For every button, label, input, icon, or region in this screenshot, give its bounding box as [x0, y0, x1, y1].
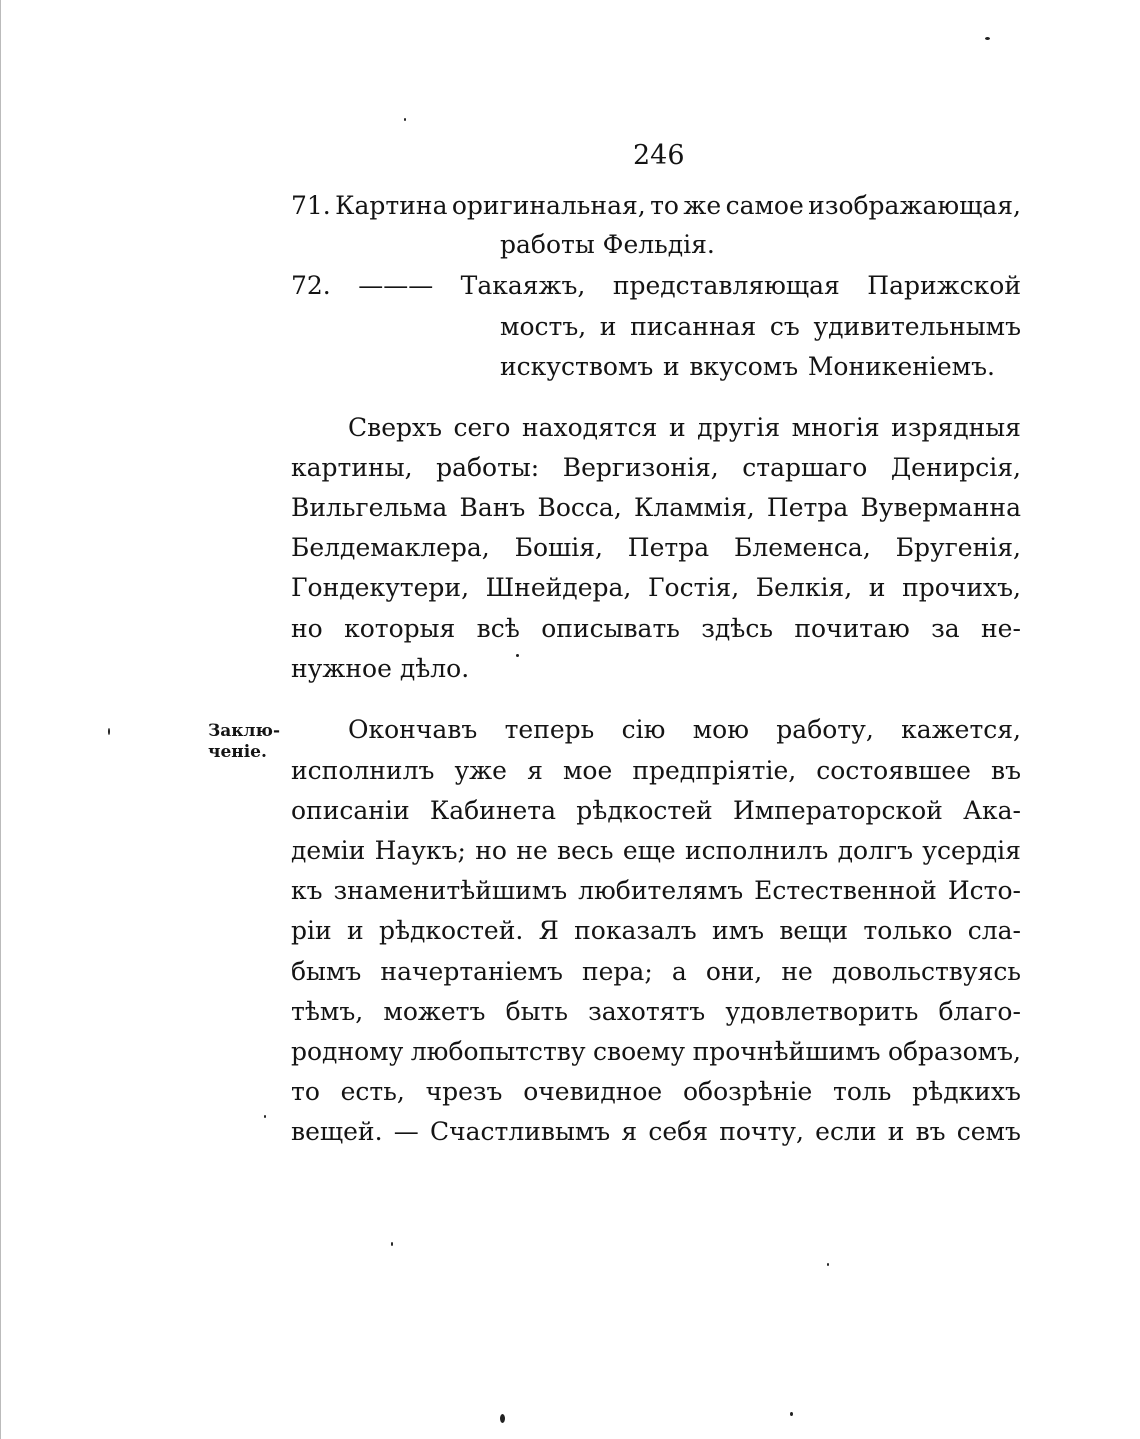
para1-line-4	[291, 533, 1021, 563]
para1-line-1	[348, 413, 1021, 443]
word: довольствуясь	[831, 957, 1021, 986]
word: прочихъ,	[902, 573, 1021, 602]
word: самое	[725, 191, 804, 220]
word: состоявшее	[816, 756, 971, 785]
word: Петра	[766, 493, 849, 522]
word: мое	[562, 756, 613, 785]
word: не	[781, 957, 813, 986]
word: и	[599, 312, 617, 341]
word: Ака-	[963, 796, 1021, 825]
word: которыя	[344, 614, 456, 643]
word: Картина	[335, 191, 448, 220]
word: въ	[915, 1117, 946, 1146]
word: Гондекутери,	[291, 573, 470, 602]
word: многія	[791, 413, 880, 442]
word: удовлетворить	[725, 997, 919, 1026]
word: исполнилъ	[684, 836, 829, 865]
word: Счастливымъ	[429, 1117, 611, 1146]
word: вкусомъ	[689, 352, 799, 381]
word: Сверхъ	[348, 413, 443, 442]
word: Гостія,	[647, 573, 740, 602]
para2-line-7	[291, 957, 1021, 987]
word: и	[868, 573, 886, 602]
word: сла-	[967, 916, 1021, 945]
para1-line-2	[291, 453, 1021, 483]
word: если	[815, 1117, 877, 1146]
word: я	[527, 756, 543, 785]
scan-speck	[516, 654, 519, 657]
word: Я	[538, 916, 559, 945]
word: —	[393, 1117, 419, 1146]
word: изображающая,	[808, 191, 1021, 220]
word: Императорской	[732, 796, 943, 825]
word: искуствомъ	[500, 352, 654, 381]
word: Ванъ	[459, 493, 526, 522]
word: бымъ	[291, 957, 362, 986]
word: семъ	[956, 1117, 1021, 1146]
word: Моникеніемъ.	[807, 352, 995, 381]
word: Парижской	[867, 271, 1021, 300]
word: но	[475, 836, 507, 865]
word: и	[346, 916, 364, 945]
word: же	[683, 191, 722, 220]
para2-line-10	[291, 1077, 1021, 1107]
word: исполнилъ	[291, 756, 435, 785]
word: вещи	[779, 916, 849, 945]
word: и	[887, 1117, 905, 1146]
word: пера;	[581, 957, 653, 986]
scan-speck	[391, 1242, 393, 1246]
word: рѣдкостей	[576, 796, 713, 825]
word: Окончавъ	[348, 715, 478, 744]
scan-speck	[264, 1115, 266, 1118]
para1-line-3	[291, 493, 1021, 523]
word: оригинальная,	[451, 191, 646, 220]
word: удивительнымъ	[813, 312, 1021, 341]
item-71-line-2: работы Фельдія.	[500, 230, 715, 259]
word: тѣмъ,	[291, 997, 364, 1026]
para2-line-8	[291, 997, 1021, 1027]
word: прочнѣйшимъ	[692, 1037, 881, 1066]
word: есть,	[340, 1077, 405, 1106]
word: писанная	[630, 312, 757, 341]
word: показалъ	[574, 916, 697, 945]
word: работу,	[776, 715, 874, 744]
word: описаніи	[291, 796, 410, 825]
para2-line-1	[348, 715, 1021, 745]
word: почту,	[719, 1117, 804, 1146]
word: и	[668, 413, 686, 442]
word: Бругенія,	[895, 533, 1021, 562]
word: родному	[291, 1037, 404, 1066]
word: находятся	[521, 413, 658, 442]
word: то	[291, 1077, 320, 1106]
word: Шнейдера,	[485, 573, 632, 602]
word: чрезъ	[425, 1077, 503, 1106]
word: долгъ	[837, 836, 913, 865]
word: Вуверманна	[860, 493, 1021, 522]
word: Бошія,	[514, 533, 603, 562]
word: здѣсь	[701, 614, 773, 643]
word: и	[662, 352, 680, 381]
para2-line-6	[291, 916, 1021, 946]
word: образомъ,	[887, 1037, 1021, 1066]
word: почитаю	[794, 614, 910, 643]
word: въ	[991, 756, 1021, 785]
word: начертаніемъ	[380, 957, 563, 986]
word: Исто-	[947, 876, 1021, 905]
word: можетъ	[383, 997, 486, 1026]
word: то	[650, 191, 679, 220]
word: Блеменса,	[733, 533, 871, 562]
word: за	[931, 614, 960, 643]
word: описывать	[541, 614, 680, 643]
word: представляющая	[612, 271, 840, 300]
para1-line-5	[291, 573, 1021, 603]
word: кажется,	[901, 715, 1021, 744]
para2-line-4	[291, 836, 1021, 866]
word: весь	[557, 836, 614, 865]
word: мою	[692, 715, 749, 744]
scan-speck	[790, 1412, 793, 1416]
word: старшаго	[742, 453, 868, 482]
word: съ	[769, 312, 800, 341]
page-number: 246	[633, 140, 685, 171]
scan-speck	[827, 1263, 829, 1266]
word: а	[671, 957, 687, 986]
para1-line-6	[291, 614, 1021, 644]
para2-line-2	[291, 756, 1021, 786]
word: Наукъ;	[374, 836, 466, 865]
word: деміи	[291, 836, 366, 865]
word: благо-	[938, 997, 1021, 1026]
word: обозрѣніе	[682, 1077, 813, 1106]
word: своему	[593, 1037, 686, 1066]
item-72-line-2	[500, 312, 1021, 342]
word: я	[621, 1117, 638, 1146]
scan-speck	[108, 728, 110, 735]
word: они,	[705, 957, 763, 986]
word: предпріятіе,	[632, 756, 797, 785]
word: рѣдкихъ	[912, 1077, 1021, 1106]
margin-note-line-1: Заклю-	[208, 721, 281, 741]
para2-line-5	[291, 876, 1021, 906]
item-71-line-1	[291, 191, 1021, 221]
word: только	[863, 916, 953, 945]
word: Белдемаклера,	[291, 533, 490, 562]
word: изрядныя	[891, 413, 1021, 442]
word: Естественной	[754, 876, 937, 905]
word: къ	[291, 876, 323, 905]
word: очевидное	[523, 1077, 663, 1106]
scan-speck	[500, 1414, 505, 1423]
word: Петра	[627, 533, 710, 562]
word: другія	[697, 413, 781, 442]
word: Кабинета	[429, 796, 557, 825]
para1-line-7: нужное дѣло.	[291, 654, 470, 683]
item-72-line-3	[500, 352, 995, 382]
word: не	[516, 836, 548, 865]
word: усердія	[922, 836, 1021, 865]
word: Вильгельма	[291, 493, 448, 522]
word: мостъ,	[500, 312, 587, 341]
word: всѣ	[476, 614, 520, 643]
word: ———	[358, 271, 434, 300]
word: Такаяжъ,	[460, 271, 586, 300]
word: знаменитѣйшимъ	[333, 876, 568, 905]
para2-line-3	[291, 796, 1021, 826]
word: Денирсія,	[890, 453, 1021, 482]
word: работы:	[436, 453, 540, 482]
word: 72.	[291, 271, 331, 300]
scan-speck	[985, 37, 990, 40]
word: толь	[833, 1077, 892, 1106]
para2-line-9	[291, 1037, 1021, 1067]
word: но	[291, 614, 323, 643]
word: Белкія,	[755, 573, 853, 602]
word: захотятъ	[588, 997, 706, 1026]
word: быть	[505, 997, 568, 1026]
item-72-line-1	[291, 271, 1021, 301]
word: рѣдкостей.	[378, 916, 524, 945]
word: теперь	[504, 715, 595, 744]
word: сего	[453, 413, 511, 442]
word: себя	[648, 1117, 709, 1146]
word: сію	[621, 715, 666, 744]
word: Восса,	[537, 493, 622, 522]
scan-speck	[404, 118, 406, 121]
word: картины,	[291, 453, 413, 482]
margin-note-line-2: ченіе.	[208, 742, 267, 762]
word: любителямъ	[578, 876, 744, 905]
word: еще	[622, 836, 676, 865]
para2-line-11	[291, 1117, 1021, 1147]
scan-edge-line	[0, 0, 1, 1439]
word: 71.	[291, 191, 331, 220]
word: ріи	[291, 916, 332, 945]
word: вещей.	[291, 1117, 383, 1146]
word: уже	[454, 756, 507, 785]
word: Кламмія,	[633, 493, 755, 522]
word: любопытству	[410, 1037, 586, 1066]
word: не-	[981, 614, 1021, 643]
word: Вергизонія,	[562, 453, 719, 482]
word: имъ	[712, 916, 765, 945]
